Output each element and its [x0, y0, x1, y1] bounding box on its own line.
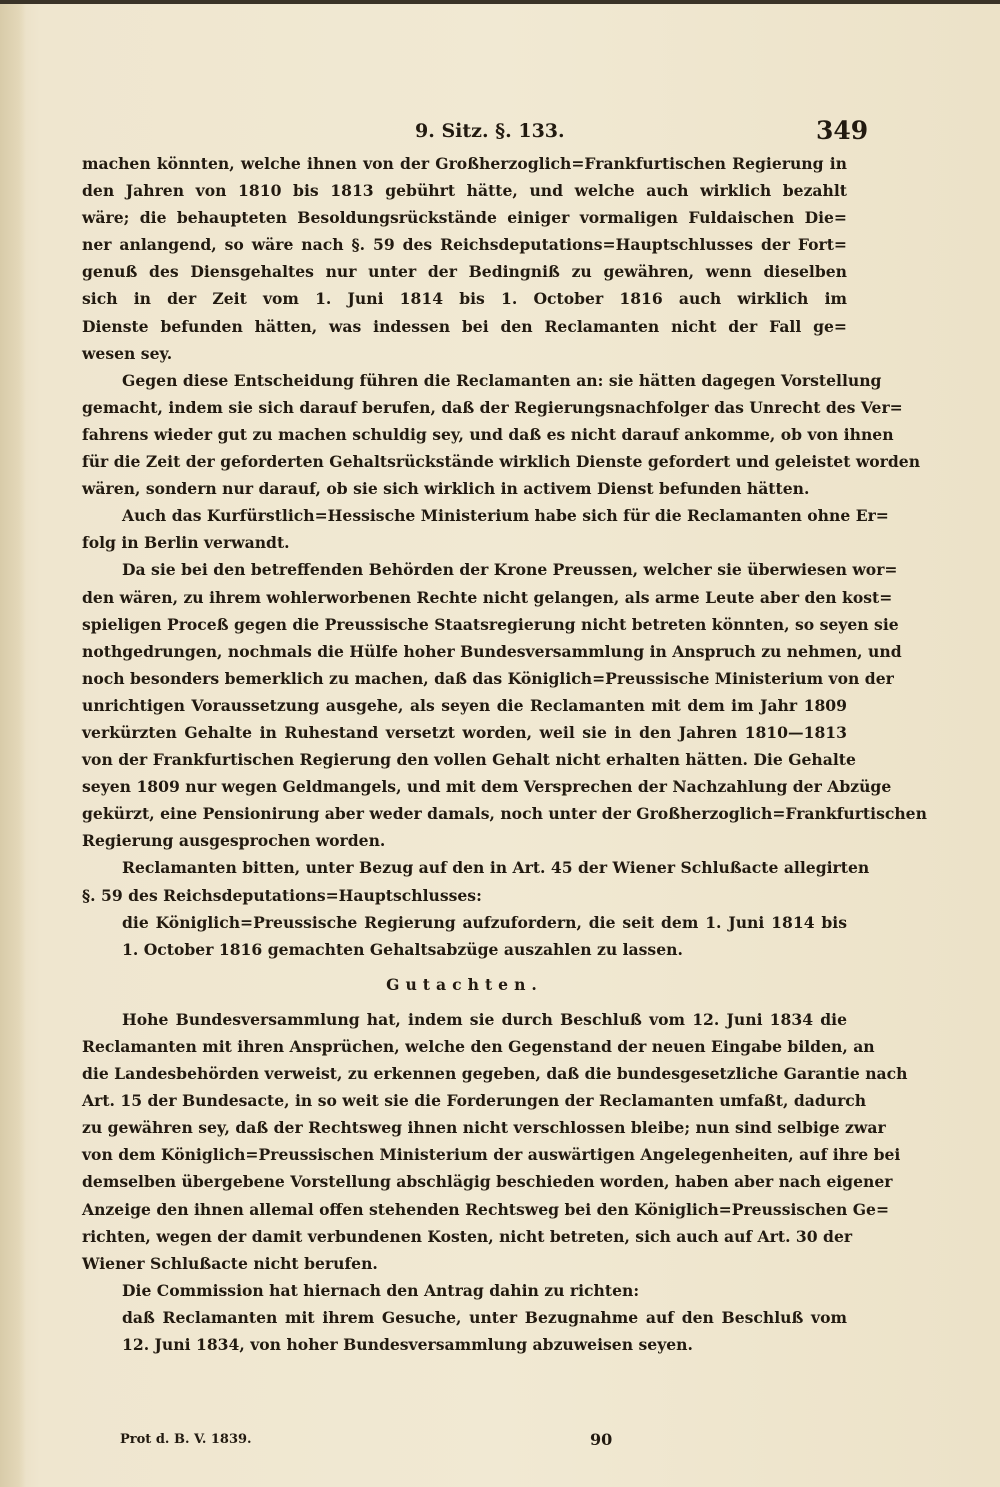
- text-line: Wiener Schlußacte nicht berufen.: [82, 1253, 378, 1273]
- text-line: Die Commission hat hiernach den Antrag dahin zu richten:: [122, 1280, 640, 1300]
- text-line: richten, wegen der damit verbundenen Kosten, nicht betreten, sich auch auf Art. 30 der: [82, 1226, 853, 1246]
- text-line: Regierung ausgesprochen worden.: [82, 831, 386, 851]
- sheet-number: 90: [590, 1430, 613, 1449]
- text-line: gemacht, indem sie sich darauf berufen, daß der Regierungsnachfolger das Unrecht des Ver=: [82, 397, 903, 417]
- text-line: nothgedrungen, nochmals die Hülfe hoher Bundesversammlung in Anspruch zu nehmen, und: [82, 641, 902, 661]
- running-header: [60, 114, 869, 145]
- text-line: Art. 15 der Bundesacte, in so weit sie die Forderungen der Reclamanten umfaßt, dadurch: [82, 1091, 867, 1111]
- text-line: gekürzt, eine Pensionirung aber weder damals, noch unter der Großherzoglich=Frankfurtischen: [82, 804, 927, 824]
- text-line: 1. October 1816 gemachten Gehaltsabzüge auszahlen zu lassen.: [122, 939, 683, 959]
- text-line: seyen 1809 nur wegen Geldmangels, und mit dem Versprechen der Nachzahlung der Abzüge: [82, 777, 892, 797]
- text-line: Anzeige den ihnen allemal offen stehenden Rechtsweg bei den Königlich=Preussischen Ge=: [82, 1199, 890, 1219]
- text-line: Reclamanten mit ihren Ansprüchen, welche den Gegenstand der neuen Eingabe bilden, an: [82, 1037, 875, 1056]
- text-line: noch besonders bemerklich zu machen, daß das Königlich=Preussische Ministerium von der: [82, 668, 894, 688]
- text-line: fahrens wieder gut zu machen schuldig sey, und daß es nicht darauf ankomme, ob von ihnen: [82, 424, 894, 444]
- signature-mark: Prot d. B. V. 1839.: [120, 1432, 252, 1447]
- paragraph: [82, 150, 847, 367]
- text-line: daß Reclamanten mit ihrem Gesuche, unter Bezugnahme auf den Beschluß vom: [122, 1307, 847, 1327]
- paragraph: [82, 909, 847, 963]
- text-line: von der Frankfurtischen Regierung den vollen Gehalt nicht erhalten hätten. Die Gehalte: [82, 750, 856, 770]
- text-line: wesen sey.: [82, 343, 173, 363]
- text-line: folg in Berlin verwandt.: [82, 533, 290, 553]
- text-line: Da sie bei den betreffenden Behörden der Krone Preussen, welcher sie überwiesen wor=: [122, 560, 898, 580]
- paragraph: [82, 1304, 847, 1358]
- text-line: demselben übergebene Vorstellung abschlägig beschieden worden, haben aber nach eigener: [82, 1172, 893, 1192]
- text-line: Dienste befunden hätten, was indessen bei den Reclamanten nicht der Fall ge=: [82, 316, 847, 336]
- text-line: Hohe Bundesversammlung hat, indem sie durch Beschluß vom 12. Juni 1834 die: [122, 1009, 847, 1029]
- paragraph: [82, 556, 927, 854]
- text-line: 12. Juni 1834, von hoher Bundesversammlung abzuweisen seyen.: [122, 1335, 693, 1355]
- text-line: die Landesbehörden verweist, zu erkennen gegeben, daß die bundesgesetzliche Garantie nach: [82, 1064, 908, 1084]
- text-line: ner anlangend, so wäre nach §. 59 des Reichsdeputations=Hauptschlusses der Fort=: [82, 235, 847, 255]
- paragraph: [82, 854, 870, 908]
- text-line: machen könnten, welche ihnen von der Großherzoglich=Frankfurtischen Regierung in: [82, 154, 847, 173]
- paragraph: [82, 502, 889, 556]
- paragraph: [82, 367, 921, 502]
- text-line: unrichtigen Voraussetzung ausgehe, als seyen die Reclamanten mit dem im Jahr 1809: [82, 695, 847, 715]
- text-line: die Königlich=Preussische Regierung aufzufordern, die seit dem 1. Juni 1814 bis: [122, 912, 847, 932]
- text-line: sich in der Zeit vom 1. Juni 1814 bis 1. October 1816 auch wirklich im: [82, 289, 847, 309]
- body-text: [82, 150, 927, 1358]
- page-number: 349: [816, 116, 869, 145]
- text-line: genuß des Diensgehaltes nur unter der Bedingniß zu gewähren, wenn dieselben: [82, 262, 847, 282]
- heading-text: Gutachten.: [386, 974, 543, 994]
- text-line: Gegen diese Entscheidung führen die Reclamanten an: sie hätten dagegen Vorstellung: [122, 370, 882, 390]
- paragraph: [82, 1006, 908, 1277]
- section-heading: [82, 971, 847, 998]
- page-binding-edge: [0, 4, 26, 1487]
- text-line: wären, sondern nur darauf, ob sie sich wirklich in activem Dienst befunden hätten.: [82, 479, 810, 499]
- text-line: den wären, zu ihrem wohlerworbenen Rechte nicht gelangen, als arme Leute aber den kost=: [82, 587, 893, 607]
- text-line: wäre; die behaupteten Besoldungsrückstände einiger vormaligen Fuldaischen Die=: [82, 208, 847, 228]
- text-line: Auch das Kurfürstlich=Hessische Ministerium habe sich für die Reclamanten ohne Er=: [122, 506, 889, 526]
- text-line: für die Zeit der geforderten Gehaltsrückstände wirklich Dienste gefordert und geleistet worden: [82, 452, 921, 472]
- text-line: §. 59 des Reichsdeputations=Hauptschlusses:: [82, 885, 482, 905]
- text-line: von dem Königlich=Preussischen Ministerium der auswärtigen Angelegenheiten, auf ihre bei: [82, 1145, 901, 1165]
- text-line: Reclamanten bitten, unter Bezug auf den in Art. 45 der Wiener Schlußacte allegirten: [122, 858, 870, 878]
- paragraph: [82, 1277, 847, 1304]
- text-line: spieligen Proceß gegen die Preussische Staatsregierung nicht betreten könnten, so seyen sie: [82, 614, 899, 634]
- section-reference: 9. Sitz. §. 133.: [415, 120, 565, 142]
- text-line: den Jahren von 1810 bis 1813 gebührt hätte, und welche auch wirklich bezahlt: [82, 181, 847, 201]
- text-line: verkürzten Gehalte in Ruhestand versetzt worden, weil sie in den Jahren 1810—1813: [82, 722, 847, 742]
- text-line: zu gewähren sey, daß der Rechtsweg ihnen nicht verschlossen bleibe; nun sind selbige zwar: [82, 1118, 886, 1138]
- top-edge-rule: [0, 0, 1000, 4]
